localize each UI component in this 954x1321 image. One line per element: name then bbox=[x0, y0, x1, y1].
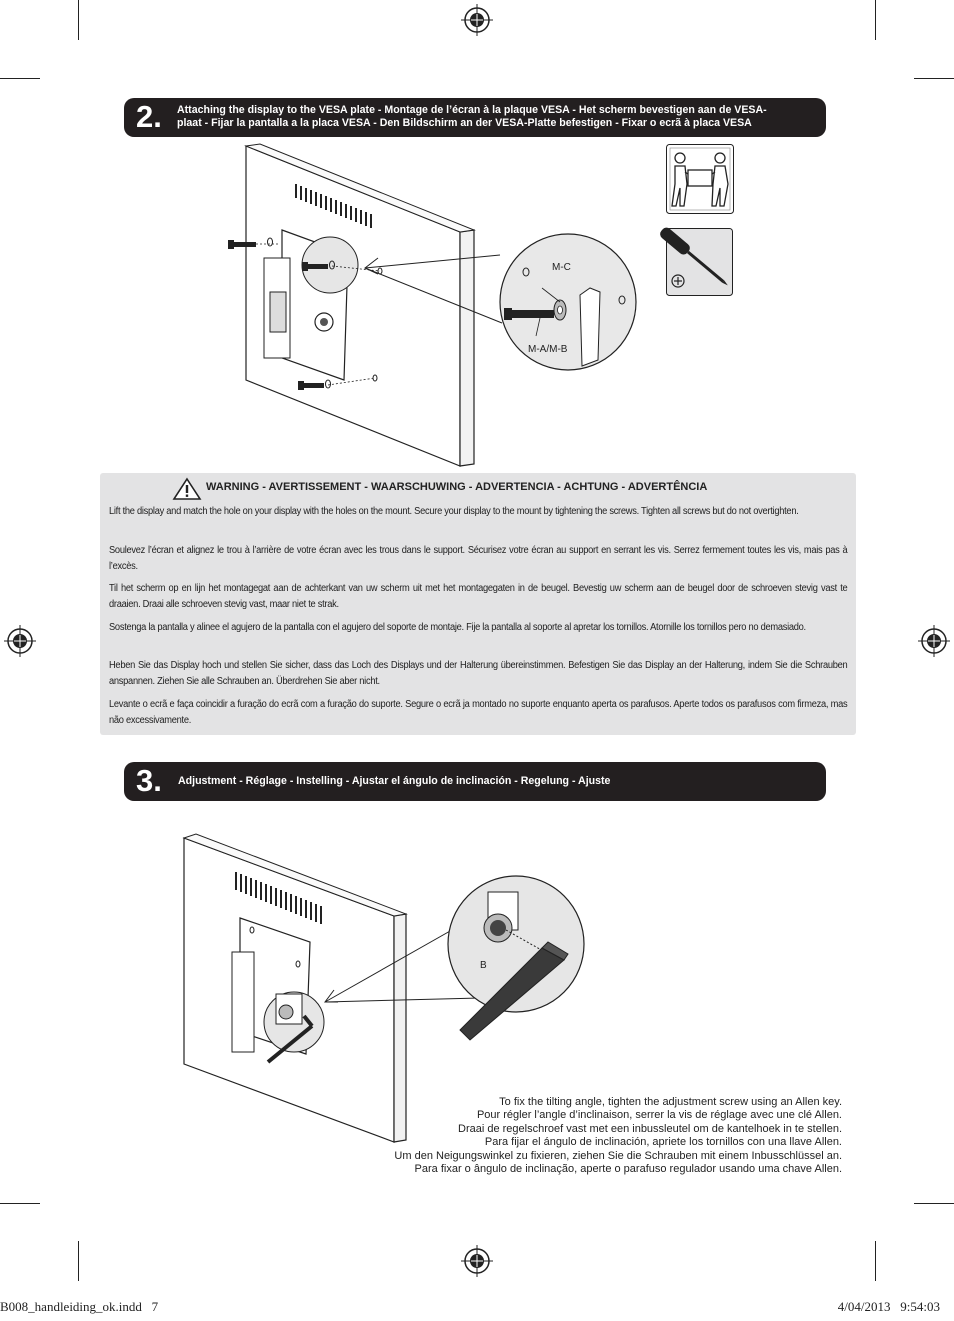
crop-mark bbox=[78, 1241, 79, 1281]
registration-mark-icon bbox=[460, 3, 494, 37]
registration-mark-icon bbox=[3, 624, 37, 658]
crop-mark bbox=[875, 1241, 876, 1281]
instruction-pt: Para fixar o ângulo de inclinação, aperte o parafuso regulador usando uma chave Allen. bbox=[414, 1163, 842, 1176]
warning-paragraph-en: Lift the display and match the hole on your display with the holes on the mount. Secure your display to the mount by tightening the screws. Tighten all screws but do not overtighten. bbox=[109, 506, 799, 517]
step-3-header bbox=[124, 762, 826, 801]
instruction-nl: Draai de regelschroef vast met een inbussleutel om de kantelhoek in te stellen. bbox=[458, 1122, 842, 1135]
step-3-number: 3. bbox=[136, 763, 162, 798]
instruction-es: Para fijar el ángulo de inclinación, apriete los tornillos con una llave Allen. bbox=[484, 1136, 842, 1149]
instruction-fr: Pour régler l’angle d’inclinaison, serrer la vis de réglage avec une clé Allen. bbox=[476, 1109, 842, 1122]
adjustment-instructions bbox=[394, 1096, 842, 1176]
crop-mark bbox=[0, 1203, 40, 1204]
warning-triangle-icon bbox=[172, 477, 202, 501]
step-2-header bbox=[124, 98, 826, 137]
crop-mark bbox=[0, 78, 40, 79]
callout-label-b: B bbox=[480, 960, 487, 971]
crop-mark bbox=[78, 0, 79, 40]
warning-paragraph-pt: Levante o ecrã e faça coincidir a furação do ecrã com a furação do suporte. Segure o ecrã ja montado no suporte enquanto aperta os parafusos. Aperte todos os parafusos com firmeza, mas não excessivamente. bbox=[109, 699, 848, 726]
step-2-number: 2. bbox=[136, 99, 162, 134]
warning-paragraph-es: Sostenga la pantalla y alinee el agujero de la pantalla con el agujero del soporte de montaje. Fije la pantalla al soporte al apretar los tornillos. Atornille los tornillos pero no demasiado. bbox=[109, 622, 806, 633]
registration-mark-icon bbox=[460, 1244, 494, 1278]
step-2-illustration bbox=[220, 140, 650, 470]
warning-box bbox=[100, 473, 856, 735]
step-2-title-line2: plaat - Fijar la pantalla a la placa VESA - Den Bildschirm an der VESA-Platte befestigen - Fixar o ecrã à placa VESA bbox=[177, 117, 752, 129]
warning-heading: WARNING - AVERTISSEMENT - WAARSCHUWING - ADVERTENCIA - ACHTUNG - ADVERTÊNCIA bbox=[206, 481, 708, 493]
registration-mark-icon bbox=[917, 624, 951, 658]
step-3-title: Adjustment - Réglage - Instelling - Ajustar el ángulo de inclinación - Regelung - Ajuste bbox=[178, 775, 611, 787]
crop-mark bbox=[914, 78, 954, 79]
warning-paragraph-fr: Soulevez l’écran et alignez le trou à l’arrière de votre écran avec les trous dans le support. Sécurisez votre écran au support en serrant les vis. Serrez fermement toutes les vis, mais pas à l’excès. bbox=[109, 545, 848, 572]
crop-mark bbox=[914, 1203, 954, 1204]
two-person-lift-icon bbox=[666, 144, 734, 214]
instruction-de: Um den Neigungswinkel zu fixieren, ziehen Sie die Schrauben mit einem Inbusschlüssel an. bbox=[394, 1149, 842, 1162]
phillips-screwdriver-icon bbox=[658, 222, 736, 298]
warning-paragraph-nl: Til het scherm op en lijn het montagegat aan de achterkant van uw scherm uit met het montagegaten in de beugel. Bevestig uw scherm aan de beugel door de schroeven stevig vast te draaien. Draai alle schroeven stevig vast, maar niet te strak. bbox=[109, 583, 848, 610]
crop-mark bbox=[875, 0, 876, 40]
step-2-title-line1: Attaching the display to the VESA plate - Montage de l’écran à la plaque VESA - Het scherm bevestigen aan de VESA- bbox=[177, 104, 767, 116]
footer-timestamp: 4/04/2013 9:54:03 bbox=[837, 1299, 940, 1314]
warning-paragraph-de: Heben Sie das Display hoch und stellen Sie sicher, dass das Loch des Displays und der Halterung übereinstimmen. Befestigen Sie das Display an der Halterung, indem Sie die Schrauben anspannen. Ziehen Sie alle Schrauben an. Überdrehen Sie aber nicht. bbox=[109, 660, 848, 687]
callout-label-m-a-m-b: M-A/M-B bbox=[528, 344, 568, 355]
callout-label-m-c: M-C bbox=[552, 262, 571, 273]
instruction-en: To fix the tilting angle, tighten the adjustment screw using an Allen key. bbox=[499, 1096, 842, 1108]
footer-filename: B008_handleiding_ok.indd 7 bbox=[0, 1299, 159, 1314]
